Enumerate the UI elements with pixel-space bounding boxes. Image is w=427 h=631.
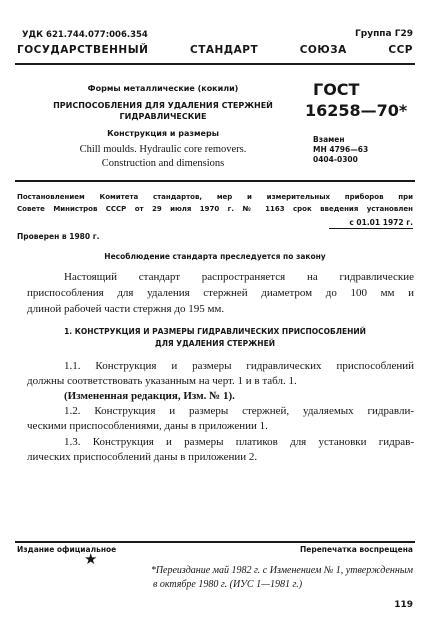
replaces-label: Взамен	[313, 135, 345, 144]
document-subtitle-2: Конструкция и размеры	[107, 129, 219, 138]
clause-1-2-line-2: ческими приспособлениями, даны в приложении 1.	[27, 420, 268, 432]
clause-1-2-line-1: 1.2. Конструкция и размеры стержней, удаляемых гидравли-	[64, 405, 414, 417]
clause-1-1-line-1: 1.1. Конструкция и размеры гидравлических приспособлений	[64, 360, 414, 372]
group-code: Группа Г29	[355, 29, 413, 39]
reissue-note-line-1: *Переиздание май 1982 г. с Изменением № 1, утвержденным	[150, 565, 413, 576]
official-edition: Издание официальное	[17, 545, 117, 554]
section-heading-line-1: 1. КОНСТРУКЦИЯ И РАЗМЕРЫ ГИДРАВЛИЧЕСКИХ ПРИСПОСОБЛЕНИЙ	[64, 327, 366, 336]
reissue-note-line-2: в октябре 1980 г. (ИУС 1—1981 г.)	[153, 579, 303, 590]
clause-1-3-line-1: 1.3. Конструкция и размеры платиков для установки гидрав-	[64, 436, 414, 448]
document-title-line-2: ГИДРАВЛИЧЕСКИЕ	[119, 112, 207, 121]
intro-line-3: длиной рабочей части стержня до 195 мм.	[27, 303, 225, 315]
reprint-notice: Перепечатка воспрещена	[299, 545, 413, 554]
decree-line-3: с 01.01 1972 г.	[349, 218, 413, 227]
document-subtitle: Формы металлические (кокили)	[87, 84, 239, 93]
law-warning: Несоблюдение стандарта преследуется по закону	[104, 252, 326, 261]
footer-rule	[15, 541, 415, 543]
decree-line-1: Постановлением Комитета стандартов, мер и измерительных приборов при	[17, 193, 413, 201]
document-title-line-1: ПРИСПОСОБЛЕНИЯ ДЛЯ УДАЛЕНИЯ СТЕРЖНЕЙ	[53, 101, 273, 110]
gost-label: ГОСТ	[313, 80, 360, 99]
intro-line-2: приспособления для удаления стержней диаметром до 100 мм и	[27, 287, 414, 299]
decree-line-2: Совете Министров СССР от 29 июля 1970 г. № 1163 срок введения установлен	[17, 205, 413, 213]
section-heading-line-2: ДЛЯ УДАЛЕНИЯ СТЕРЖНЕЙ	[155, 339, 275, 348]
page-number: 119	[394, 600, 413, 610]
gost-number: 16258—70*	[305, 101, 408, 120]
title-rule	[15, 180, 415, 182]
clause-1-1-line-2: должны соответствовать указанным на черт. 1 и в табл. 1.	[27, 375, 297, 387]
star-icon: ★	[84, 552, 98, 568]
replaces-line-1: МН 4796—63	[313, 145, 369, 154]
english-title-line-1: Chill moulds. Hydraulic core removers.	[79, 144, 247, 155]
decree-date-underline	[329, 228, 413, 229]
clause-1-3-line-2: лических приспособлений даны в приложении 2.	[27, 451, 258, 463]
intro-line-1: Настоящий стандарт распространяется на гидравлические	[64, 271, 414, 283]
replaces-line-2: 0404-0300	[313, 155, 358, 164]
header-rule	[15, 63, 415, 65]
udk-code: УДК 621.744.077:006.354	[22, 30, 148, 40]
standard-name: ГОСУДАРСТВЕННЫЙ СТАНДАРТ СОЮЗА ССР	[17, 44, 413, 56]
clause-1-1-amendment: (Измененная редакция, Изм. № 1).	[64, 390, 235, 402]
english-title-line-2: Construction and dimensions	[101, 158, 225, 169]
checked-year: Проверен в 1980 г.	[17, 232, 100, 241]
